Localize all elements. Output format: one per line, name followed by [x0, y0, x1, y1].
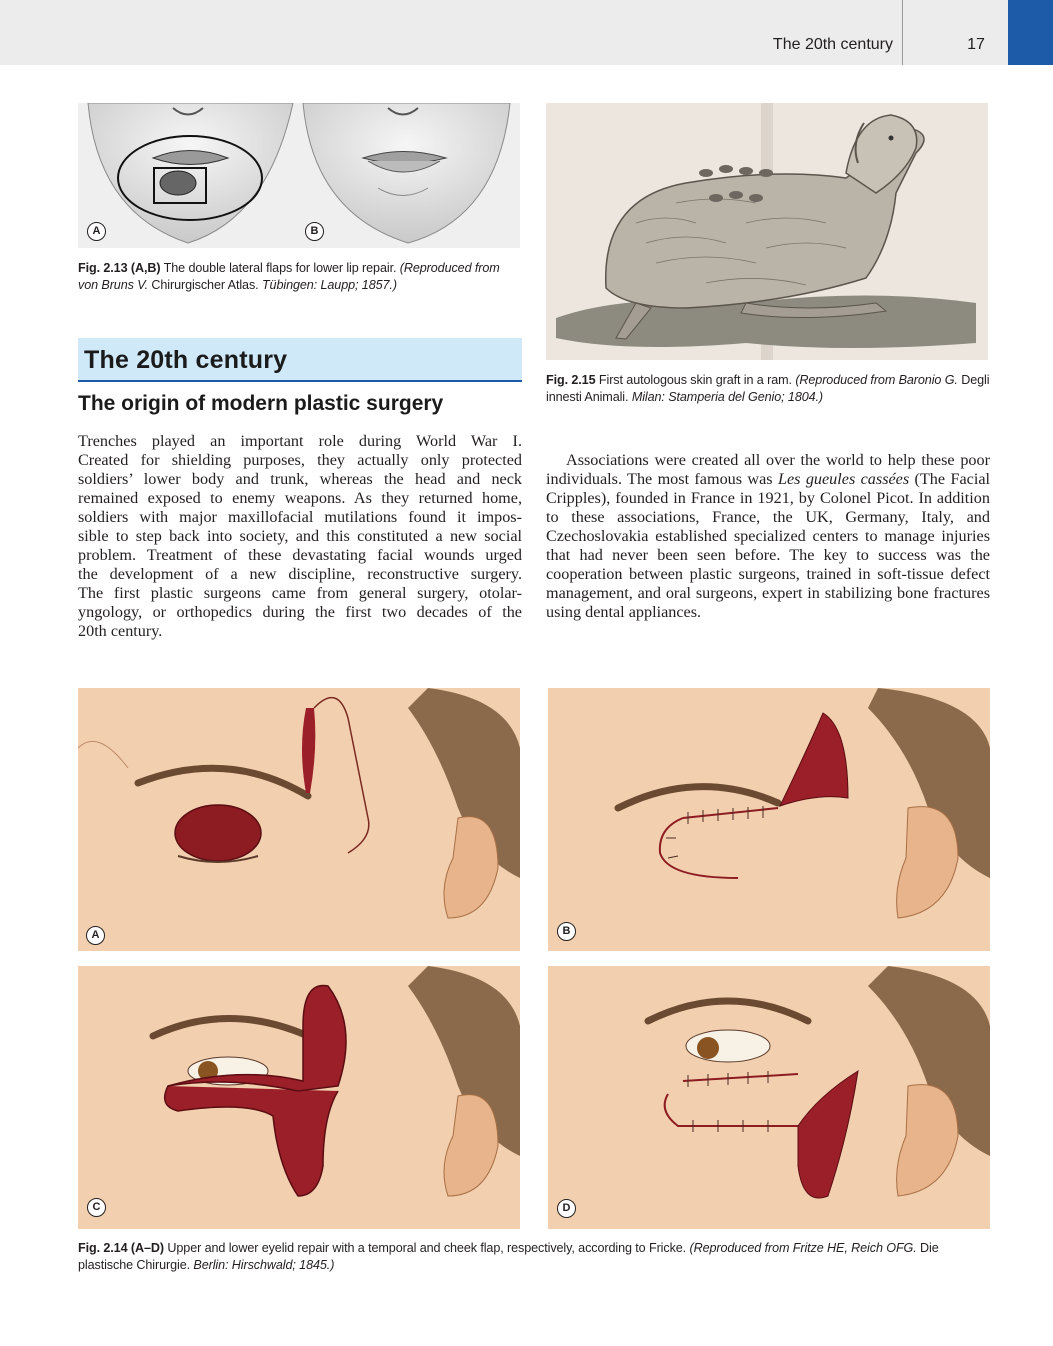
caption-text: The double lateral flaps for lower lip repair.	[163, 261, 397, 275]
paragraph-italic-title: Les gueules cassées	[777, 470, 910, 488]
caption-number: Fig. 2.14	[78, 1241, 128, 1255]
body-line: sible to step back into society, and this constituted a new social	[78, 527, 522, 545]
body-left-column	[78, 432, 522, 641]
section-title: The 20th century	[84, 346, 288, 374]
body-line: 20th century.	[78, 622, 163, 640]
figure-2-13-label-a: A	[87, 222, 106, 241]
body-line: The first plastic surgeons came from general surgery, otolar-	[78, 584, 522, 602]
body-line: Trenches played an important role during World War I.	[78, 432, 522, 450]
caption-number: Fig. 2.13	[78, 261, 128, 275]
figure-2-14-label-b: B	[557, 922, 576, 941]
caption-reference: (Reproduced from Baronio G.	[795, 373, 958, 387]
figure-2-14-panel-d	[548, 966, 990, 1229]
figure-2-13-image	[78, 103, 520, 248]
caption-text: First autologous skin graft in a ram.	[598, 373, 792, 387]
caption-reference: (Reproduced from von Bruns V.	[78, 261, 500, 292]
body-paragraph	[546, 451, 990, 622]
caption-parts: (A,B)	[130, 261, 161, 275]
body-line: soldiers’ lower body and trunk, whereas the head and neck	[78, 470, 522, 488]
figure-2-15-caption	[546, 372, 990, 406]
caption-publisher: Milan: Stamperia del Genio; 1804.)	[631, 390, 824, 404]
header-band	[0, 0, 1053, 65]
caption-publisher: Tübingen: Laupp; 1857.)	[261, 278, 397, 292]
body-line: remained exposed to enemy weapons. As they returned home,	[78, 489, 522, 507]
figure-2-13-label-b: B	[305, 222, 324, 241]
caption-book-title: Die plastische Chirurgie.	[78, 1241, 939, 1272]
body-line: Created for shielding purposes, they actually only protected	[78, 451, 522, 469]
figure-2-15-image	[546, 103, 988, 360]
header-color-tab	[1008, 0, 1053, 65]
figure-2-13-caption	[78, 260, 522, 294]
body-line: the development of a new discipline, reconstructive surgery.	[78, 565, 522, 583]
caption-publisher: Berlin: Hirschwald; 1845.)	[193, 1258, 335, 1272]
caption-number: Fig. 2.15	[546, 373, 596, 387]
caption-text: Upper and lower eyelid repair with a temporal and cheek flap, respectively, according to Fricke.	[167, 1241, 687, 1255]
figure-2-14-label-d: D	[557, 1199, 576, 1218]
caption-book-title: Degli innesti Animali.	[546, 373, 990, 404]
caption-parts: (A–D)	[130, 1241, 164, 1255]
figure-2-14-caption	[78, 1240, 990, 1274]
caption-reference: (Reproduced from Fritze HE, Reich OFG.	[689, 1241, 917, 1255]
figure-2-14-panel-b	[548, 688, 990, 951]
body-line: problem. Treatment of these devastating facial wounds urged	[78, 546, 522, 564]
figure-2-14-label-c: C	[87, 1198, 106, 1217]
figure-2-14-label-a: A	[86, 926, 105, 945]
header-divider	[902, 0, 903, 65]
page-number: 17	[967, 36, 985, 53]
paragraph-text: Associations were created all over the world to help these poor individuals. The most famous was	[546, 451, 990, 488]
subsection-title: The origin of modern plastic surgery	[78, 392, 444, 415]
running-head: The 20th century	[772, 36, 893, 53]
caption-book-title: Chirurgischer Atlas.	[151, 278, 259, 292]
figure-2-14-panel-a	[78, 688, 520, 951]
paragraph-text: (The Facial Cripples), founded in France in 1921, by Colonel Picot. In addition to these associations, France, the UK, Germany, Italy, and Czechoslovakia established specialized centers to manage injuries that had never been seen before. The key to success was the cooperation between plastic surgeons, trained in soft-tissue defect management, and oral surgeons, expert in stabilizing bone fractures using dental appliances.	[546, 470, 990, 621]
figure-2-14-panel-c	[78, 966, 520, 1229]
body-line: yngology, or orthopedics during the first two decades of the	[78, 603, 522, 621]
body-right-column	[546, 451, 990, 622]
body-line: soldiers with major maxillofacial mutilations found it impos-	[78, 508, 522, 526]
